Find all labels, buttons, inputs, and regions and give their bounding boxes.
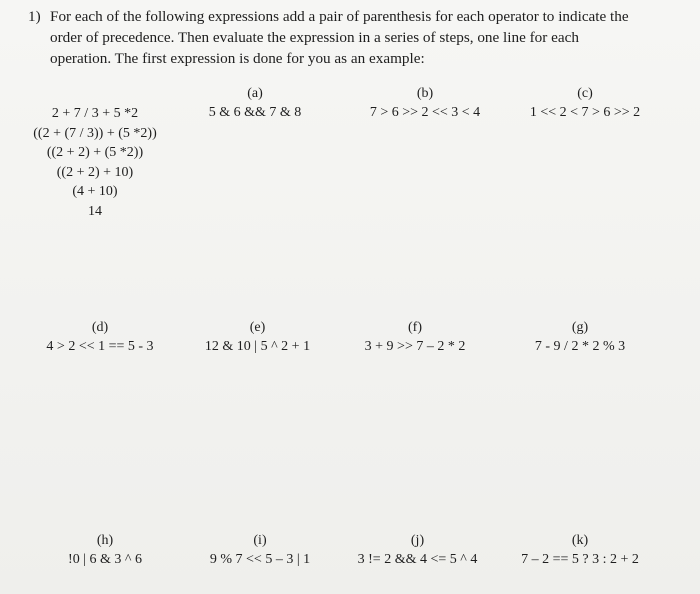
problem-expression: 9 % 7 << 5 – 3 | 1 — [209, 552, 311, 567]
problem-j — [335, 531, 500, 569]
problem-label: (i) — [253, 533, 267, 548]
example-step: ((2 + (7 / 3)) + (5 *2)) — [33, 125, 157, 141]
problem-f — [340, 318, 490, 356]
example-step: ((2 + 2) + (5 *2)) — [46, 145, 144, 160]
problem-expression: 1 << 2 < 7 > 6 >> 2 — [529, 105, 641, 120]
problem-expression: 7 – 2 == 5 ? 3 : 2 + 2 — [521, 552, 639, 567]
example-step: ((2 + 2) + 10) — [56, 164, 134, 180]
question-number: 1) — [28, 8, 41, 25]
problem-label: (a) — [247, 86, 263, 101]
problem-g — [500, 318, 660, 356]
example-step: 14 — [88, 203, 102, 219]
problem-expression: 3 + 9 >> 7 – 2 * 2 — [364, 339, 466, 354]
problem-b — [340, 84, 510, 122]
question-instructions — [28, 6, 682, 69]
problem-expression: 5 & 6 && 7 & 8 — [208, 105, 302, 120]
problem-expression: 4 > 2 << 1 == 5 - 3 — [46, 339, 154, 354]
problem-label: (b) — [416, 86, 434, 101]
worked-example — [10, 104, 180, 221]
problem-label: (g) — [571, 320, 589, 335]
problem-expression: !0 | 6 & 3 ^ 6 — [68, 552, 142, 567]
problem-label: (f) — [408, 320, 422, 335]
problem-a — [190, 84, 320, 122]
example-step: 2 + 7 / 3 + 5 *2 — [51, 106, 139, 121]
problem-label: (h) — [96, 533, 114, 548]
problem-k — [495, 531, 665, 569]
problem-expression: 7 - 9 / 2 * 2 % 3 — [534, 339, 626, 354]
problem-expression: 12 & 10 | 5 ^ 2 + 1 — [204, 339, 311, 354]
problem-label: (d) — [91, 320, 109, 335]
instruction-line: operation. The first expression is done for you as an example: — [50, 50, 425, 67]
example-step: (4 + 10) — [72, 184, 118, 199]
problem-h — [40, 531, 170, 569]
problem-i — [190, 531, 330, 569]
problem-label: (k) — [571, 533, 589, 548]
problem-label: (j) — [410, 533, 425, 548]
problem-expression: 7 > 6 >> 2 << 3 < 4 — [369, 105, 481, 120]
problem-e — [185, 318, 330, 356]
problem-c — [500, 84, 670, 122]
problem-label: (c) — [577, 86, 593, 101]
instruction-line: order of precedence. Then evaluate the expression in a series of steps, one line for each — [50, 29, 579, 46]
problem-d — [20, 318, 180, 356]
instruction-line: For each of the following expressions add a pair of parenthesis for each operator to indicate the — [50, 8, 629, 25]
problem-expression: 3 != 2 && 4 <= 5 ^ 4 — [357, 552, 478, 567]
problem-label: (e) — [249, 320, 266, 335]
